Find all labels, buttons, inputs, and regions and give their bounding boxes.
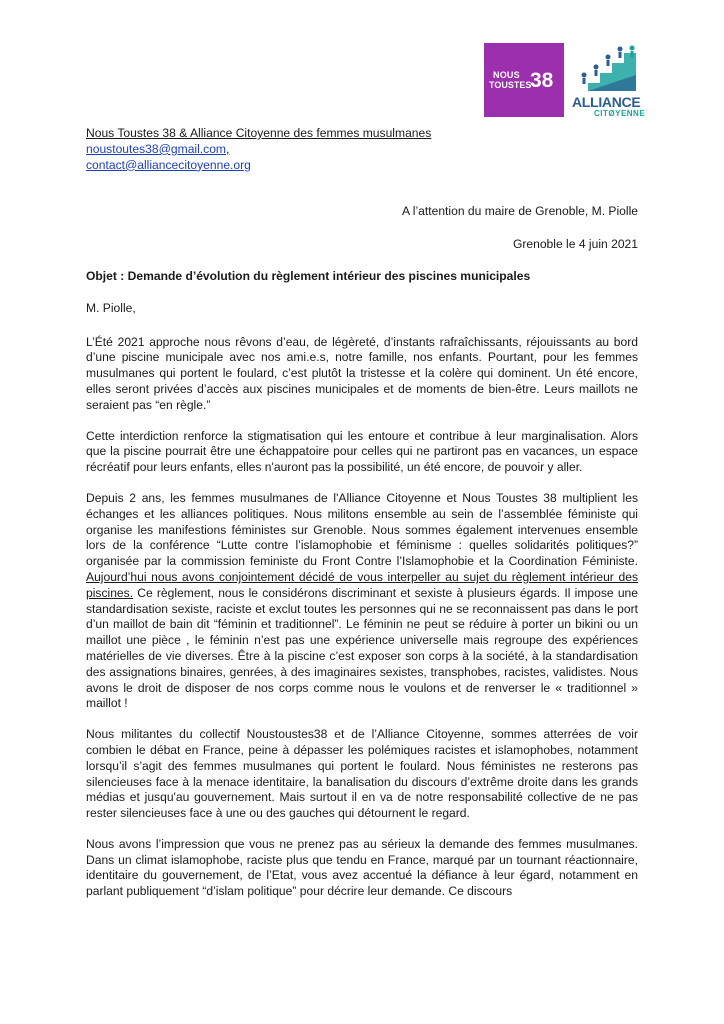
paragraph-3-part-a: Depuis 2 ans, les femmes musulmanes de l'Alliance Citoyenne et Nous Toustes 38 multiplient les échanges et les alliances politiques. Nous militons ensemble au sein de l’assemblée féministe qui organise les manifestions féministes sur Grenoble. Nous sommes également intervenues ensemble lors de la conférence “Lutte contre l’islamophobie et féminisme : quelles solidarités politiques?” organisée par la commission feministe du Front Contre l’Islamophobie et la Coordination Féministe. (86, 490, 638, 569)
email-separator: , (226, 141, 230, 156)
logo-word-toustes: TOUSTES (489, 80, 532, 90)
recipient: A l’attention du maire de Grenoble, M. Piolle (402, 204, 638, 219)
sender-block (86, 126, 638, 173)
paragraph-4: Nous militantes du collectif Noustoustes38 et de l’Alliance Citoyenne, sommes atterrées de voir combien le débat en France, peine à dépasser les polémiques racistes et islamophobes, notamment lorsqu’il s’agit des femmes musulmanes qui portent le foulard. Nous féministes ne resterons pas silencieuses face à la menace identitaire, la banalisation du discours d’extrême droite dans les grands médias et jusqu'au gouvernement. Mais surtout il en va de notre responsabilité collective de ne pas rester silencieuses face à une ou des gauches qui détournent le regard. (86, 727, 638, 821)
paragraph-1: L’Été 2021 approche nous rêvons d’eau, de légèreté, d’instants rafraîchissants, réjouissants au bord d’une piscine municipale avec nos ami.e.s, notre famille, nos enfants. Pourtant, pour les femmes musulmanes qui portent le foulard, c’est plutôt la tristesse et la colère qui dominent. Un été encore, elles seront privées d’accès aux piscines municipales et de moments de bien-être. Leurs maillots ne seraient pas “en règle.” (86, 334, 638, 412)
logo-word-citoyenne: CITØYENNE (594, 109, 646, 118)
logo-word-alliance: ALLIANCE (572, 94, 641, 110)
greeting: M. Piolle, (86, 300, 136, 315)
paragraph-3-part-c: Ce règlement, nous le considérons discriminant et sexiste à plusieurs égards. Il impose une standardisation sexiste, raciste et exclut toutes les personnes qui ne se reconnaissent pas dans le port d’un maillot de bain dit “féminin et traditionnel”. Le féminin ne peut se réduire à porter un bikini ou un maillot une pièce , le féminin n’est pas une expérience universelle mais regroupe des expériences matérielles de vie diverses. Être à la piscine c’est exposer son corps à la société, à la standardisation des assignations binaires, genrées, à des imaginaires sexistes, transphobes, racistes, validistes. Nous avons le droit de disposer de nos corps comme nous le voulons et de renverser le « traditionnel » maillot ! (86, 585, 638, 711)
sender-org: Nous Toustes 38 & Alliance Citoyenne des femmes musulmanes (86, 126, 432, 140)
logos (484, 43, 654, 123)
alliance-citoyenne-logo (570, 43, 650, 123)
logo-number: 38 (530, 69, 554, 92)
subject-line: Objet : Demande d’évolution du règlement intérieur des piscines municipales (86, 268, 531, 283)
nous-toustes-38-logo (484, 43, 564, 117)
paragraph-3-underlined: Aujourd’hui nous avons conjointement décidé de vous interpeller au sujet du règlement intérieur des piscines. (86, 569, 638, 600)
logo-word-nous: NOUS (493, 70, 520, 80)
letter (86, 126, 638, 900)
paragraph-3 (86, 491, 638, 712)
email-link-alliance[interactable]: contact@alliancecitoyenne.org (86, 157, 251, 172)
paragraph-2: Cette interdiction renforce la stigmatisation qui les entoure et contribue à leur marginalisation. Alors que la piscine pourrait être une échappatoire pour celles qui ne partiront pas en vacances, un espace récréatif pour leurs enfants, elles n'auront pas la possibilité, un été encore, de pouvoir y aller. (86, 428, 638, 475)
email-link-noustoutes[interactable]: noustoutes38@gmail.com (86, 141, 227, 156)
letter-date: Grenoble le 4 juin 2021 (512, 237, 638, 252)
paragraph-5: Nous avons l’impression que vous ne prenez pas au sérieux la demande des femmes musulmanes. Dans un climat islamophobe, raciste plus que tendu en France, marqué par un tournant réactionnaire, identitaire du gouvernement, de l’Etat, vous avez accentué la défiance à leur égard, notamment en parlant publiquement “d’islam politique” pour décrire leur demande. Ce discours (86, 836, 638, 899)
stairs-people-icon (574, 45, 646, 93)
